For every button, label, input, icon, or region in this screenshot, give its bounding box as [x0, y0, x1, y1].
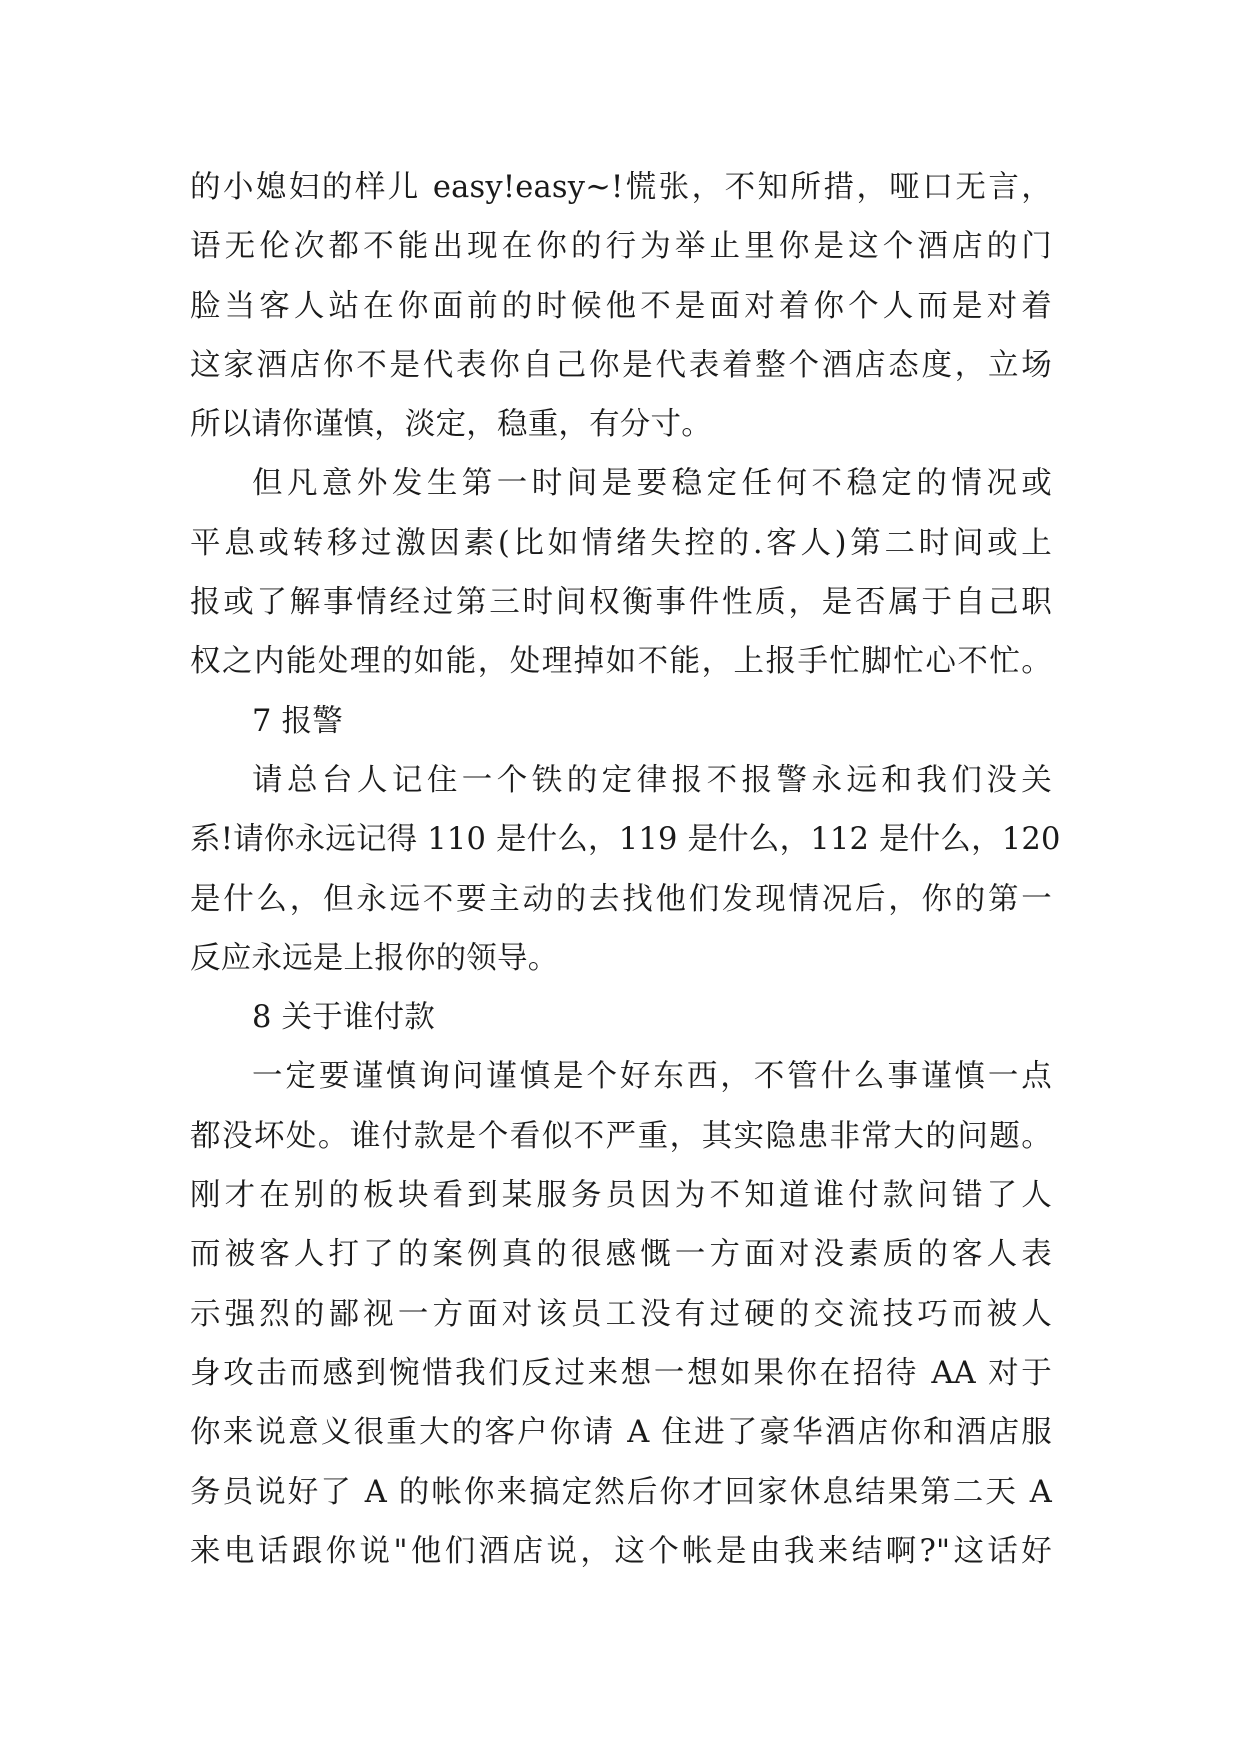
paragraph — [190, 158, 1052, 454]
text-line: 语无伦次都不能出现在你的行为举止里你是这个酒店的门 — [190, 229, 1052, 265]
text-line: 这家酒店你不是代表你自己你是代表着整个酒店态度，立场 — [190, 347, 1052, 383]
text-line: 务员说好了 A 的帐你来搞定然后你才回家休息结果第二天 A — [190, 1474, 1052, 1510]
text-line: 的小媳妇的样儿 easy!easy~!慌张，不知所措，哑口无言， — [190, 170, 1052, 205]
section-heading: 7 报警 — [252, 703, 343, 739]
text-line: 脸当客人站在你面前的时候他不是面对着你个人而是对着 — [190, 288, 1052, 324]
text-line: 权之内能处理的如能，处理掉如不能，上报手忙脚忙心不忙。 — [190, 644, 1052, 680]
text-line: 平息或转移过激因素(比如情绪失控的.客人)第二时间或上 — [190, 525, 1052, 561]
text-line: 所以请你谨慎，淡定，稳重，有分寸。 — [190, 407, 712, 443]
text-line: 反应永远是上报你的领导。 — [190, 940, 559, 976]
paragraph — [190, 1047, 1052, 1581]
text-line: 报或了解事情经过第三时间权衡事件性质，是否属于自己职 — [190, 585, 1052, 621]
text-line: 一定要谨慎询问谨慎是个好东西，不管什么事谨慎一点 — [252, 1059, 1052, 1095]
paragraph — [190, 454, 1052, 691]
text-line: 而被客人打了的案例真的很感慨一方面对没素质的客人表 — [190, 1237, 1052, 1273]
text-line: 你来说意义很重大的客户你请 A 住进了豪华酒店你和酒店服 — [190, 1415, 1052, 1451]
text-line: 是什么，但永远不要主动的去找他们发现情况后，你的第一 — [190, 881, 1052, 917]
text-line: 来电话跟你说"他们酒店说，这个帐是由我来结啊?"这话好 — [190, 1533, 1052, 1569]
text-line: 示强烈的鄙视一方面对该员工没有过硬的交流技巧而被人 — [190, 1296, 1052, 1332]
text-line: 请总台人记住一个铁的定律报不报警永远和我们没关 — [252, 762, 1052, 798]
paragraph — [190, 751, 1061, 988]
text-line: 系!请你永远记得 110 是什么，119 是什么，112 是什么，120 — [190, 822, 1061, 858]
text-line: 身攻击而感到惋惜我们反过来想一想如果你在招待 AA 对于 — [190, 1355, 1052, 1391]
text-line: 但凡意外发生第一时间是要稳定任何不稳定的情况或 — [252, 466, 1052, 502]
text-line: 都没坏处。谁付款是个看似不严重，其实隐患非常大的问题。 — [190, 1118, 1052, 1154]
document-body — [190, 158, 1061, 1581]
section-heading: 8 关于谁付款 — [252, 1000, 435, 1036]
text-line: 刚才在别的板块看到某服务员因为不知道谁付款问错了人 — [190, 1178, 1052, 1214]
